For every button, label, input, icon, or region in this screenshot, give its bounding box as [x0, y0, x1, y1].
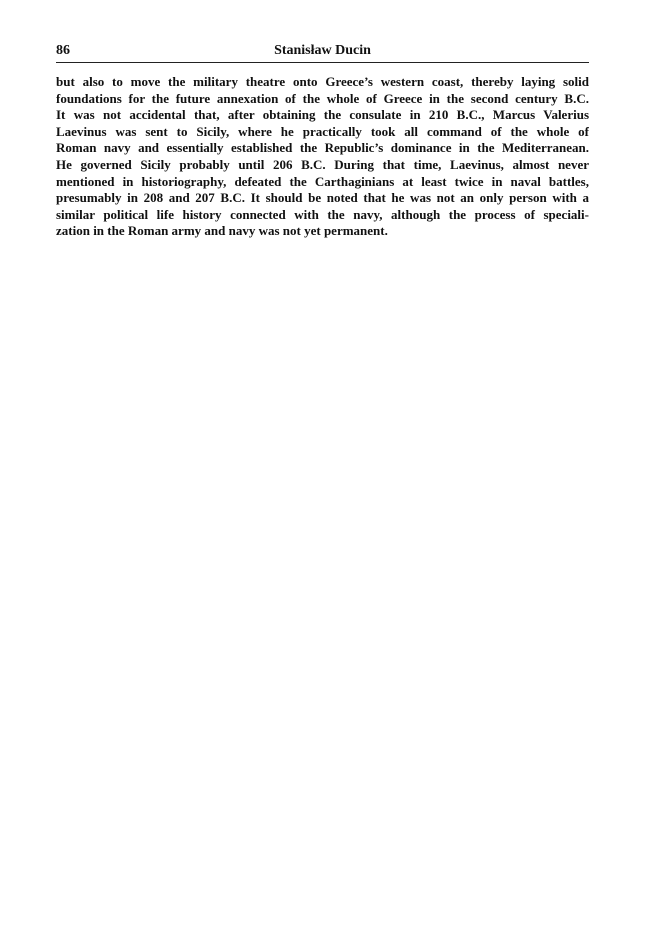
text-line: It was not accidental that, after obtaining the consulate in 210 B.C., Marcus Valerius: [56, 107, 589, 123]
text-line: similar political life history connected with the navy, although the process of speciali-: [56, 206, 589, 222]
running-header: [56, 42, 589, 63]
text-line: He governed Sicily probably until 206 B.C. During that time, Laevinus, almost never: [56, 156, 589, 172]
text-line: zation in the Roman army and navy was not yet permanent.: [56, 223, 388, 239]
text-line: Laevinus was sent to Sicily, where he practically took all command of the whole of: [56, 123, 589, 139]
body-paragraph: [56, 74, 589, 240]
page-number: 86: [56, 43, 70, 58]
text-line: foundations for the future annexation of the whole of Greece in the second century B.C.: [56, 90, 589, 106]
text-line: mentioned in historiography, defeated the Carthaginians at least twice in naval battles,: [56, 173, 589, 189]
text-line: presumably in 208 and 207 B.C. It should be noted that he was not an only person with a: [56, 190, 589, 206]
text-line: but also to move the military theatre onto Greece’s western coast, thereby laying solid: [56, 74, 589, 89]
running-header-author: Stanisław Ducin: [274, 43, 371, 58]
text-line: Roman navy and essentially established the Republic’s dominance in the Mediterranean.: [56, 140, 589, 156]
